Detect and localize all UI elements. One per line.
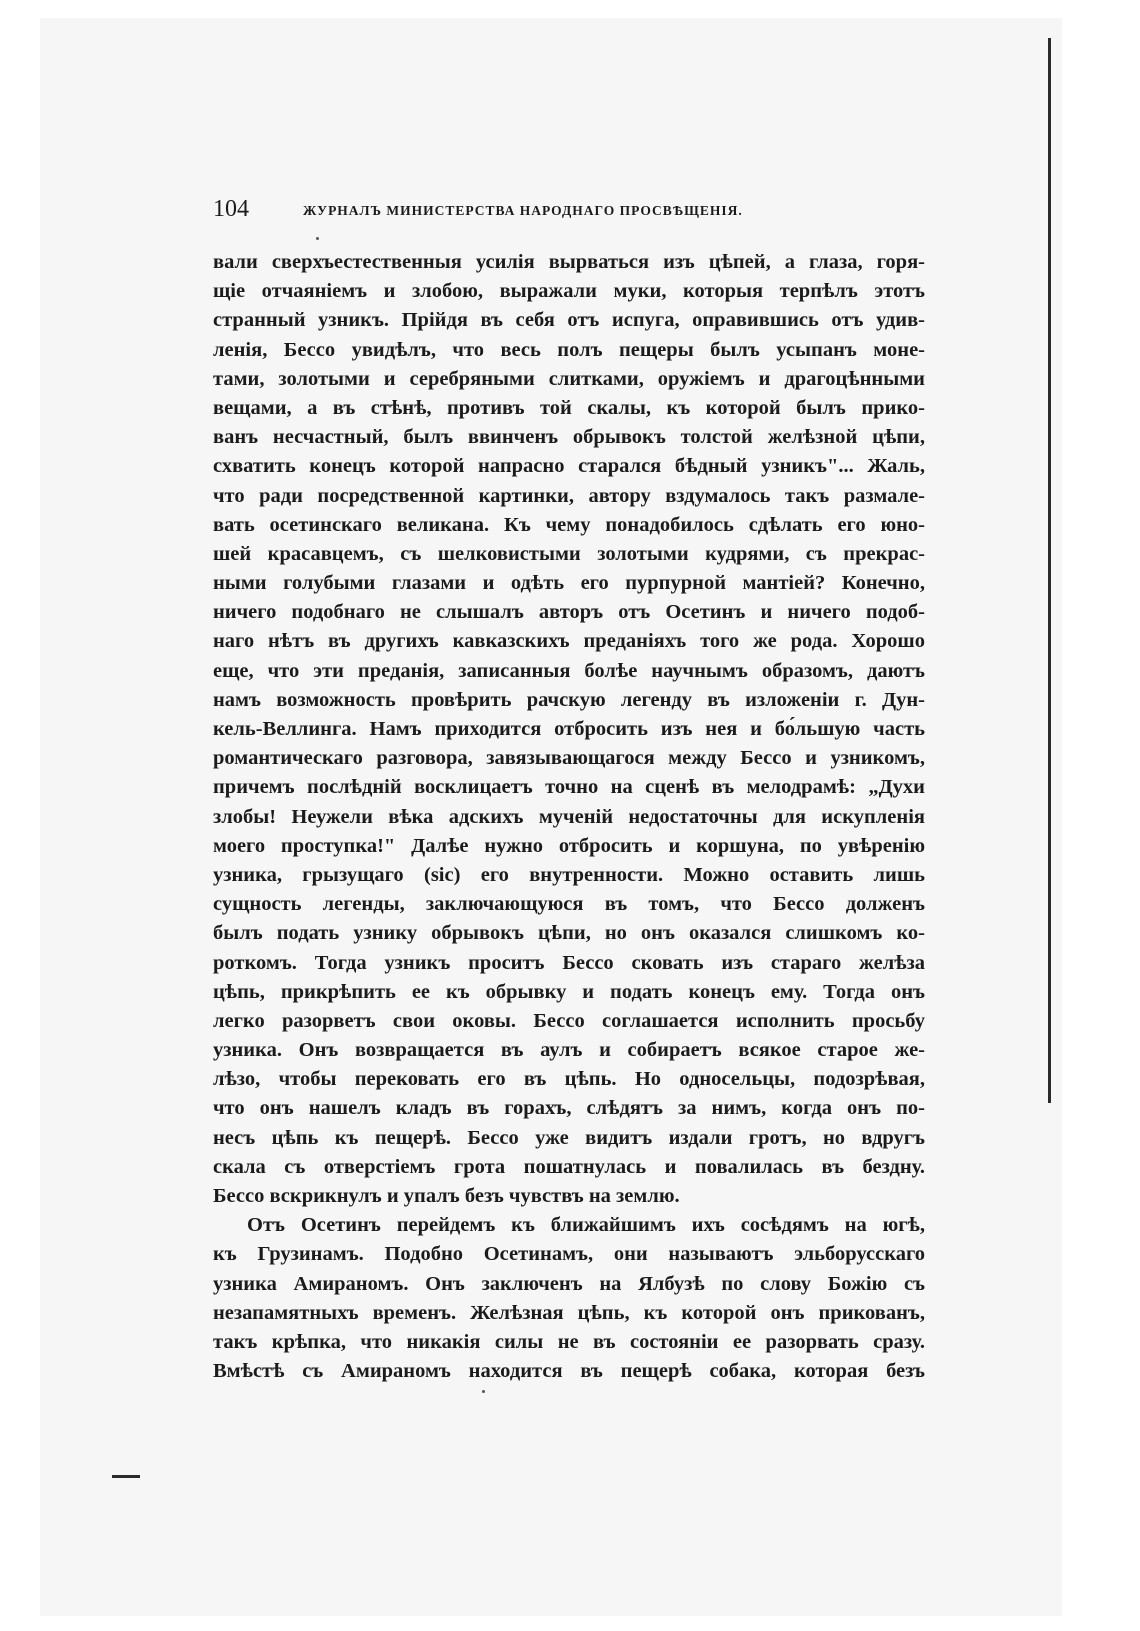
text-line: цѣпь, прикрѣпить ее къ обрывку и подать конецъ ему. Тогда онъ: [213, 980, 925, 1003]
page-header: [213, 194, 925, 228]
text-line: легко разорветъ свои оковы. Бессо соглашается исполнить просьбу: [213, 1009, 925, 1032]
margin-mark: [112, 1475, 140, 1478]
text-line: наго нѣтъ въ другихъ кавказскихъ преданіяхъ того же рода. Хорошо: [213, 630, 925, 653]
page-number: 104: [213, 196, 249, 222]
text-line: вать осетинскаго великана. Къ чему понадобилось сдѣлать его юно-: [213, 513, 925, 536]
text-line: узника Амираномъ. Онъ заключенъ на Ялбузѣ по слову Божію съ: [213, 1272, 925, 1295]
text-line: еще, что эти преданія, записанныя болѣе научнымъ образомъ, даютъ: [213, 659, 925, 682]
text-line: странный узникъ. Прійдя въ себя отъ испуга, оправившись отъ удив-: [213, 309, 925, 332]
text-line: что ради посредственной картинки, автору вздумалось такъ размале-: [213, 484, 925, 507]
text-line: шей красавцемъ, съ шелковистыми золотыми кудрями, съ прекрас-: [213, 542, 925, 565]
text-line: намъ возможность провѣрить рачскую легенду въ изложеніи г. Дун-: [213, 688, 925, 711]
text-line: узника. Онъ возвращается въ аулъ и собираетъ всякое старое же-: [213, 1039, 925, 1062]
text-line: ванъ несчастный, былъ ввинченъ обрывокъ толстой желѣзной цѣпи,: [213, 426, 925, 449]
text-line: схватить конецъ которой напрасно старался бѣдный узникъ"... Жаль,: [213, 455, 925, 478]
text-line: несъ цѣпь къ пещерѣ. Бессо уже видитъ издали гротъ, но вдругъ: [213, 1126, 925, 1149]
text-line: что онъ нашелъ кладъ въ горахъ, слѣдятъ за нимъ, когда онъ по-: [213, 1097, 925, 1120]
text-line: щіе отчаяніемъ и злобою, выражали муки, которыя терпѣлъ этотъ: [213, 280, 925, 303]
text-line: Вмѣстѣ съ Амираномъ находится въ пещерѣ собака, которая безъ: [213, 1360, 925, 1383]
page-edge-rule: [1048, 38, 1051, 1103]
text-line: скала съ отверстіемъ грота пошатнулась и повалилась въ бездну.: [213, 1155, 925, 1178]
text-line: узника, грызущаго (sic) его внутренности. Можно оставить лишь: [213, 863, 925, 886]
text-line: романтическаго разговора, завязывающагося между Бессо и узникомъ,: [213, 747, 925, 770]
paragraph-last-line: Бессо вскрикнулъ и упалъ безъ чувствъ на землю.: [213, 1185, 680, 1207]
text-line: такъ крѣпка, что никакія силы не въ состояніи ее разорвать сразу.: [213, 1330, 925, 1353]
text-line: лѣзо, чтобы перековать его въ цѣпь. Но односельцы, подозрѣвая,: [213, 1068, 925, 1091]
text-line: роткомъ. Тогда узникъ проситъ Бессо сковать изъ стараго желѣза: [213, 951, 925, 974]
text-line: къ Грузинамъ. Подобно Осетинамъ, они называютъ эльборусскаго: [213, 1243, 925, 1266]
running-title: ЖУРНАЛЪ МИНИСТЕРСТВА НАРОДНАГО ПРОСВѢЩЕНІЯ.: [303, 203, 743, 218]
text-line: причемъ послѣдній восклицаетъ точно на сценѣ въ мелодрамѣ: „Духи: [213, 776, 925, 799]
text-line: ными голубыми глазами и одѣть его пурпурной мантіей? Конечно,: [213, 572, 925, 595]
scan-speck: [316, 237, 319, 240]
text-line: вещами, а въ стѣнѣ, противъ той скалы, къ которой былъ прико-: [213, 396, 925, 419]
text-line: тами, золотыми и серебряными слитками, оружіемъ и драгоцѣнными: [213, 367, 925, 390]
text-line: моего проступка!" Далѣе нужно отбросить и коршуна, по увѣренію: [213, 834, 925, 857]
text-line: незапамятныхъ временъ. Желѣзная цѣпь, къ которой онъ прикованъ,: [213, 1301, 925, 1324]
body-text: [213, 248, 925, 1386]
text-line: вали сверхъестественныя усилія вырваться изъ цѣпей, а глаза, горя-: [213, 251, 925, 273]
paragraph-first-line: Отъ Осетинъ перейдемъ къ ближайшимъ ихъ сосѣдямъ на югѣ,: [247, 1214, 925, 1237]
text-line: ничего подобнаго не слышалъ авторъ отъ Осетинъ и ничего подоб-: [213, 601, 925, 624]
text-line: злобы! Неужели вѣка адскихъ мученій недостаточны для искупленія: [213, 805, 925, 828]
text-line: былъ подать узнику обрывокъ цѣпи, но онъ оказался слишкомъ ко-: [213, 922, 925, 945]
text-line: кель-Веллинга. Намъ приходится отбросить изъ нея и бо́льшую часть: [213, 718, 925, 740]
text-line: сущность легенды, заключающуюся въ томъ, что Бессо долженъ: [213, 893, 925, 916]
text-line: ленія, Бессо увидѣлъ, что весь полъ пещеры былъ усыпанъ моне-: [213, 338, 925, 361]
scan-speck: [482, 1390, 485, 1393]
